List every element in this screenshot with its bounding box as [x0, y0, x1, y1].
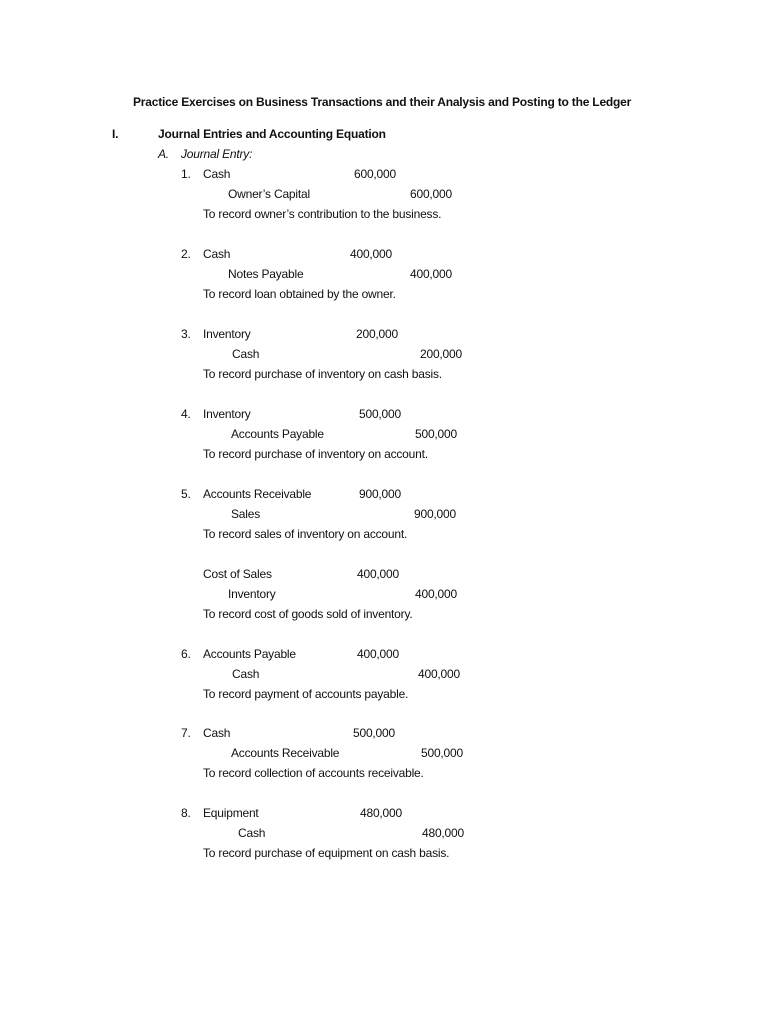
entry-number: 5.	[181, 487, 191, 501]
credit-amount: 400,000	[410, 267, 452, 281]
entry-memo: To record sales of inventory on account.	[203, 527, 408, 541]
credit-account: Sales	[231, 507, 261, 521]
debit-account: Inventory	[203, 407, 251, 421]
debit-account: Cost of Sales	[203, 567, 272, 581]
document-title: Practice Exercises on Business Transactions and their Analysis and Posting to the Ledger	[133, 95, 632, 109]
entry-memo: To record loan obtained by the owner.	[203, 287, 396, 301]
entry-memo: To record cost of goods sold of inventory.	[203, 607, 413, 621]
credit-account: Accounts Receivable	[231, 746, 340, 760]
entry-number: 1.	[181, 167, 191, 181]
debit-amount: 480,000	[360, 806, 402, 820]
debit-amount: 500,000	[359, 407, 401, 421]
credit-amount: 480,000	[422, 826, 464, 840]
debit-account: Accounts Receivable	[203, 487, 312, 501]
entry-memo: To record purchase of inventory on account.	[203, 447, 428, 461]
debit-account: Accounts Payable	[203, 647, 296, 661]
credit-amount: 500,000	[421, 746, 463, 760]
entry-number: 6.	[181, 647, 191, 661]
debit-account: Inventory	[203, 327, 251, 341]
debit-amount: 600,000	[354, 167, 396, 181]
credit-account: Owner’s Capital	[228, 187, 310, 201]
entry-number: 3.	[181, 327, 191, 341]
entry-number: 2.	[181, 247, 191, 261]
subsection-heading: Journal Entry:	[181, 147, 253, 161]
section-number: I.	[112, 127, 119, 141]
credit-account: Accounts Payable	[231, 427, 324, 441]
debit-amount: 900,000	[359, 487, 401, 501]
debit-amount: 400,000	[350, 247, 392, 261]
credit-amount: 400,000	[418, 667, 460, 681]
credit-amount: 900,000	[414, 507, 456, 521]
entry-number: 4.	[181, 407, 191, 421]
credit-account: Cash	[238, 826, 266, 840]
debit-account: Cash	[203, 247, 231, 261]
section-heading: Journal Entries and Accounting Equation	[158, 127, 386, 141]
entry-memo: To record owner’s contribution to the business.	[203, 207, 442, 221]
credit-account: Inventory	[228, 587, 276, 601]
entry-number: 8.	[181, 806, 191, 820]
debit-amount: 400,000	[357, 647, 399, 661]
entry-memo: To record purchase of equipment on cash basis.	[203, 846, 450, 860]
debit-account: Cash	[203, 167, 231, 181]
credit-amount: 400,000	[415, 587, 457, 601]
credit-account: Notes Payable	[228, 267, 304, 281]
debit-account: Equipment	[203, 806, 259, 820]
credit-account: Cash	[232, 347, 260, 361]
debit-account: Cash	[203, 726, 231, 740]
entry-memo: To record payment of accounts payable.	[203, 687, 409, 701]
debit-amount: 200,000	[356, 327, 398, 341]
credit-amount: 600,000	[410, 187, 452, 201]
entry-memo: To record purchase of inventory on cash basis.	[203, 367, 442, 381]
entry-number: 7.	[181, 726, 191, 740]
debit-amount: 400,000	[357, 567, 399, 581]
credit-amount: 200,000	[420, 347, 462, 361]
debit-amount: 500,000	[353, 726, 395, 740]
entry-memo: To record collection of accounts receivable.	[203, 766, 424, 780]
credit-account: Cash	[232, 667, 260, 681]
credit-amount: 500,000	[415, 427, 457, 441]
subsection-label: A.	[158, 147, 169, 161]
